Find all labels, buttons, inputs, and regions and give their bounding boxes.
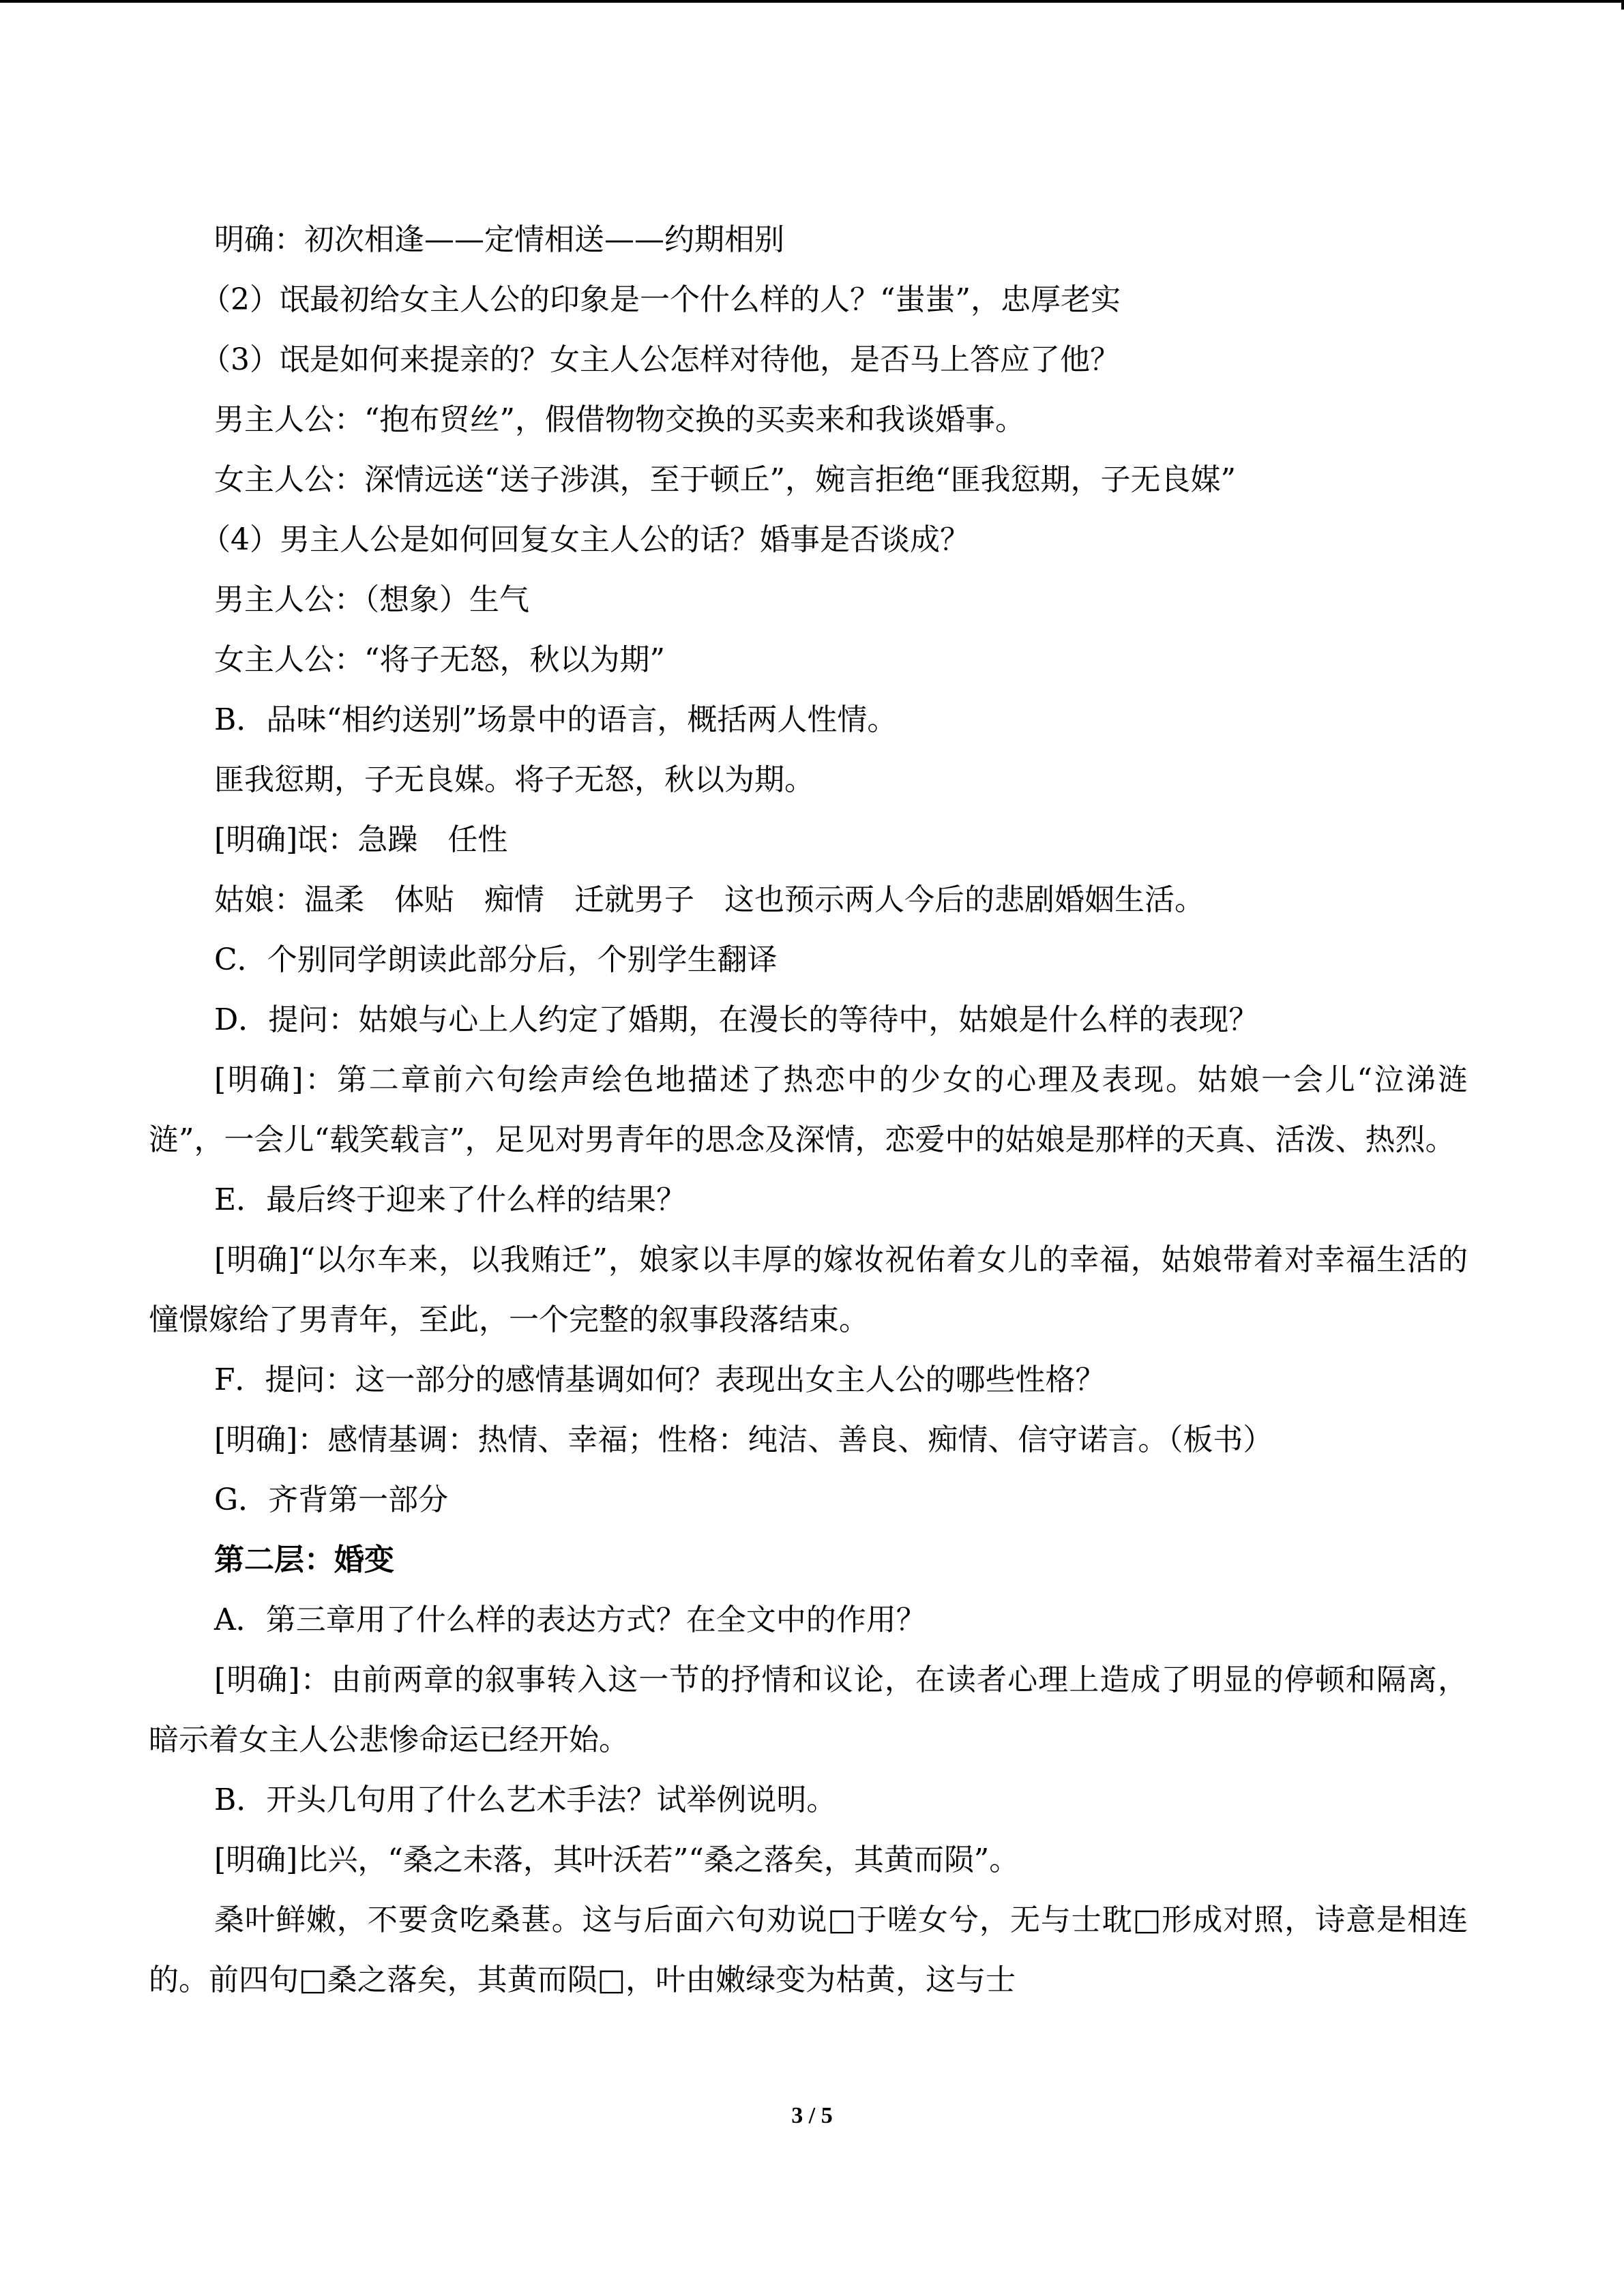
paragraph: [明确]比兴，“桑之未落，其叶沃若”“桑之落矣，其黄而陨”。 (214, 1843, 1020, 1877)
top-border-line (0, 0, 1624, 3)
paragraph: 女主人公：“将子无怒，秋以为期” (214, 642, 665, 677)
paragraph: [明确]：感情基调：热情、幸福；性格：纯洁、善良、痴情、信守诺言。（板书） (214, 1422, 1273, 1457)
paragraph: 男主人公：“抱布贸丝”，假借物物交换的买卖来和我谈婚事。 (214, 402, 1025, 437)
section-heading: 第二层：婚变 (214, 1542, 394, 1577)
paragraph: E．最后终于迎来了什么样的结果？ (214, 1182, 687, 1217)
paragraph: （2）氓最初给女主人公的印象是一个什么样的人？“蚩蚩”，忠厚老实 (201, 282, 1121, 317)
paragraph: 姑娘：温柔 体贴 痴情 迁就男子 这也预示两人今后的悲剧婚姻生活。 (214, 882, 1205, 917)
paragraph: [明确]：第二章前六句绘声绘色地描述了热恋中的少女的心理及表现。姑娘一会儿“泣涕涟涟”，一会儿“载笑载言”，足见对男青年的思念及深情，恋爱中的姑娘是那样的天真、活泼、热烈。 (149, 1062, 1468, 1157)
paragraph: 匪我愆期，子无良媒。将子无怒，秋以为期。 (214, 762, 814, 797)
paragraph: [明确]：由前两章的叙事转入这一节的抒情和议论，在读者心理上造成了明显的停顿和隔离，暗示着女主人公悲惨命运已经开始。 (149, 1663, 1468, 1757)
corner-mark (1621, 0, 1624, 10)
paragraph: A．第三章用了什么样的表达方式？在全文中的作用？ (214, 1602, 926, 1637)
paragraph: 桑叶鲜嫩，不要贪吃桑葚。这与后面六句劝说□于嗟女兮，无与士耽□形成对照，诗意是相连的。前四句□桑之落矣，其黄而陨□，叶由嫩绿变为枯黄，这与士 (149, 1903, 1468, 1997)
paragraph: F．提问：这一部分的感情基调如何？表现出女主人公的哪些性格？ (214, 1362, 1106, 1397)
paragraph: D．提问：姑娘与心上人约定了婚期，在漫长的等待中，姑娘是什么样的表现？ (214, 1002, 1259, 1037)
paragraph: G．齐背第一部分 (214, 1482, 449, 1517)
paragraph: 男主人公：（想象）生气 (214, 582, 529, 617)
paragraph: 明确：初次相逢——定情相送——约期相别 (214, 222, 784, 257)
paragraph: （3）氓是如何来提亲的？女主人公怎样对待他，是否马上答应了他？ (201, 342, 1120, 377)
paragraph: C．个别同学朗读此部分后，个别学生翻译 (214, 942, 778, 977)
document-body (149, 210, 1468, 2010)
paragraph: [明确]“以尔车来，以我贿迁”，娘家以丰厚的嫁妆祝佑着女儿的幸福，姑娘带着对幸福生活的憧憬嫁给了男青年，至此，一个完整的叙事段落结束。 (149, 1242, 1468, 1337)
paragraph: B．开头几句用了什么艺术手法？试举例说明。 (214, 1783, 837, 1817)
paragraph: 女主人公：深情远送“送子涉淇，至于顿丘”，婉言拒绝“匪我愆期，子无良媒” (214, 462, 1236, 497)
page-number: 3 / 5 (791, 2103, 833, 2128)
paragraph: B．品味“相约送别”场景中的语言，概括两人性情。 (214, 702, 898, 737)
paragraph: [明确]氓：急躁 任性 (214, 822, 508, 857)
paragraph: （4）男主人公是如何回复女主人公的话？婚事是否谈成？ (201, 522, 970, 557)
